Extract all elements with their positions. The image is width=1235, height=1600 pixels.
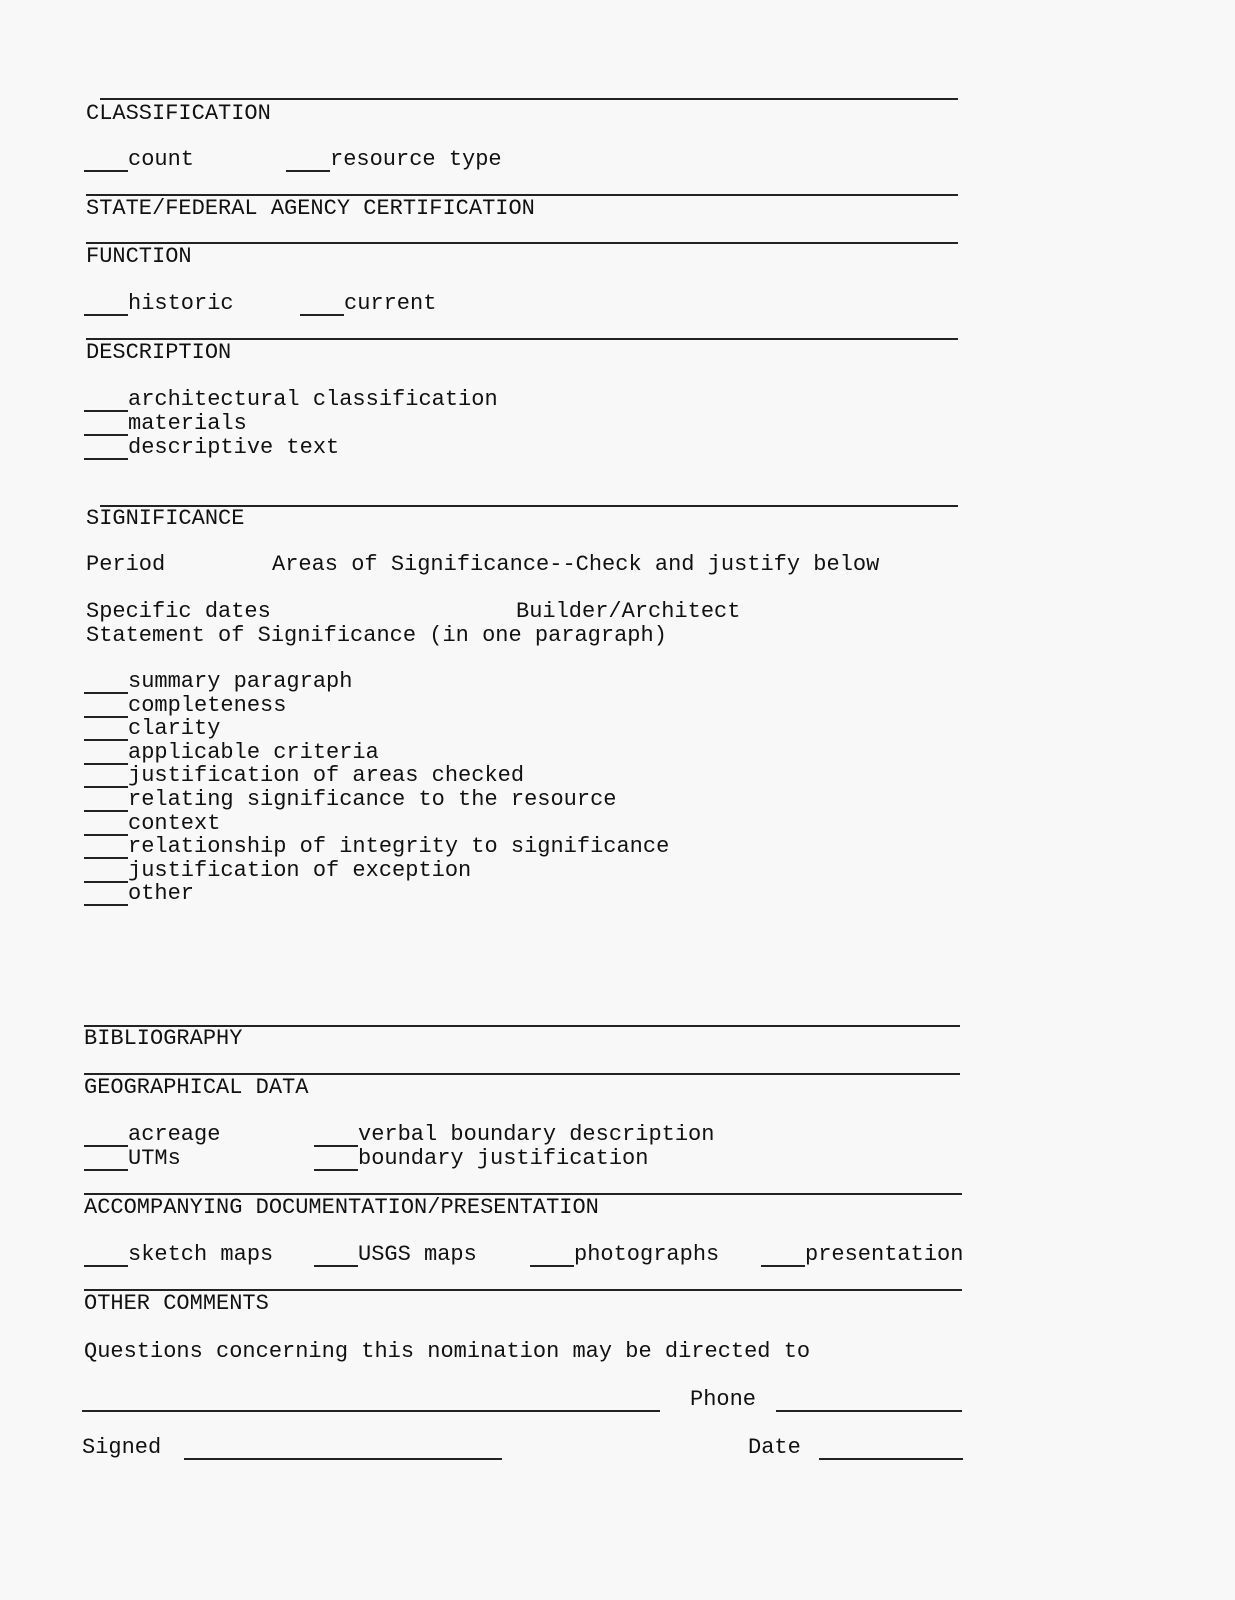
checkbox-acreage[interactable]: acreage bbox=[84, 1123, 220, 1147]
check-blank[interactable] bbox=[530, 1245, 574, 1267]
checkbox-count[interactable]: count bbox=[84, 148, 194, 172]
check-blank[interactable] bbox=[314, 1125, 358, 1147]
section-heading-geographical-data: GEOGRAPHICAL DATA bbox=[84, 1075, 309, 1100]
check-blank[interactable] bbox=[84, 696, 128, 718]
checkbox-architectural-classification[interactable]: architectural classification bbox=[84, 388, 498, 412]
check-blank[interactable] bbox=[314, 1149, 358, 1171]
checkbox-photographs[interactable]: photographs bbox=[530, 1243, 719, 1267]
check-blank[interactable] bbox=[84, 719, 128, 741]
check-blank[interactable] bbox=[84, 150, 128, 172]
signed-label: Signed bbox=[82, 1435, 162, 1460]
check-blank[interactable] bbox=[84, 672, 128, 694]
section-heading-other-comments: OTHER COMMENTS bbox=[84, 1291, 269, 1316]
significance-checklist-item[interactable]: relationship of integrity to significance bbox=[84, 835, 669, 859]
significance-checklist-item[interactable]: relating significance to the resource bbox=[84, 788, 616, 812]
significance-checklist-item[interactable]: justification of exception bbox=[84, 859, 471, 883]
section-heading-classification: CLASSIFICATION bbox=[86, 101, 271, 126]
section-heading-state-federal: STATE/FEDERAL AGENCY CERTIFICATION bbox=[86, 196, 535, 221]
checkbox-current[interactable]: current bbox=[300, 292, 436, 316]
check-blank[interactable] bbox=[286, 150, 330, 172]
check-blank[interactable] bbox=[84, 414, 128, 436]
areas-of-significance-label: Areas of Significance--Check and justify below bbox=[272, 552, 880, 577]
checkbox-sketch-maps[interactable]: sketch maps bbox=[84, 1243, 273, 1267]
section-heading-function: FUNCTION bbox=[86, 244, 192, 269]
checkbox-verbal-boundary-description[interactable]: verbal boundary description bbox=[314, 1123, 714, 1147]
check-blank[interactable] bbox=[84, 837, 128, 859]
check-blank[interactable] bbox=[761, 1245, 805, 1267]
check-blank[interactable] bbox=[84, 1125, 128, 1147]
check-blank[interactable] bbox=[84, 1149, 128, 1171]
check-blank[interactable] bbox=[300, 294, 344, 316]
section-rule bbox=[100, 98, 958, 100]
builder-architect-label: Builder/Architect bbox=[516, 599, 741, 624]
section-heading-bibliography: BIBLIOGRAPHY bbox=[84, 1026, 243, 1051]
signature-line[interactable] bbox=[184, 1458, 502, 1460]
section-heading-accompanying-documentation: ACCOMPANYING DOCUMENTATION/PRESENTATION bbox=[84, 1195, 599, 1220]
checkbox-descriptive-text[interactable]: descriptive text bbox=[84, 436, 339, 460]
significance-checklist-item[interactable]: justification of areas checked bbox=[84, 764, 524, 788]
section-heading-significance: SIGNIFICANCE bbox=[86, 506, 245, 531]
significance-checklist-item[interactable]: summary paragraph bbox=[84, 670, 352, 694]
phone-line[interactable] bbox=[776, 1410, 962, 1412]
check-blank[interactable] bbox=[84, 1245, 128, 1267]
phone-label: Phone bbox=[690, 1387, 757, 1412]
checkbox-boundary-justification[interactable]: boundary justification bbox=[314, 1147, 648, 1171]
check-blank[interactable] bbox=[314, 1245, 358, 1267]
check-blank[interactable] bbox=[84, 790, 128, 812]
significance-checklist-item[interactable]: other bbox=[84, 882, 194, 906]
checkbox-materials[interactable]: materials bbox=[84, 412, 247, 436]
check-blank[interactable] bbox=[84, 294, 128, 316]
date-line[interactable] bbox=[819, 1458, 963, 1460]
significance-checklist-item[interactable]: completeness bbox=[84, 694, 286, 718]
contact-name-line[interactable] bbox=[82, 1410, 660, 1412]
date-label: Date bbox=[748, 1435, 801, 1460]
check-blank[interactable] bbox=[84, 390, 128, 412]
significance-checklist-item[interactable]: context bbox=[84, 812, 220, 836]
checkbox-utms[interactable]: UTMs bbox=[84, 1147, 181, 1171]
checkbox-historic[interactable]: historic bbox=[84, 292, 234, 316]
checkbox-presentation[interactable]: presentation bbox=[761, 1243, 963, 1267]
period-label: Period bbox=[86, 552, 166, 577]
checkbox-resource-type[interactable]: resource type bbox=[286, 148, 502, 172]
check-blank[interactable] bbox=[84, 814, 128, 836]
statement-of-significance-label: Statement of Significance (in one paragraph) bbox=[86, 623, 667, 648]
section-rule bbox=[86, 242, 958, 244]
check-blank[interactable] bbox=[84, 861, 128, 883]
check-blank[interactable] bbox=[84, 743, 128, 765]
specific-dates-label: Specific dates bbox=[86, 599, 271, 624]
questions-text: Questions concerning this nomination may be directed to bbox=[84, 1339, 811, 1364]
section-heading-description: DESCRIPTION bbox=[86, 340, 232, 365]
check-blank[interactable] bbox=[84, 766, 128, 788]
check-blank[interactable] bbox=[84, 884, 128, 906]
significance-checklist-item[interactable]: applicable criteria bbox=[84, 741, 379, 765]
check-blank[interactable] bbox=[84, 438, 128, 460]
significance-checklist-item[interactable]: clarity bbox=[84, 717, 220, 741]
checkbox-usgs-maps[interactable]: USGS maps bbox=[314, 1243, 477, 1267]
